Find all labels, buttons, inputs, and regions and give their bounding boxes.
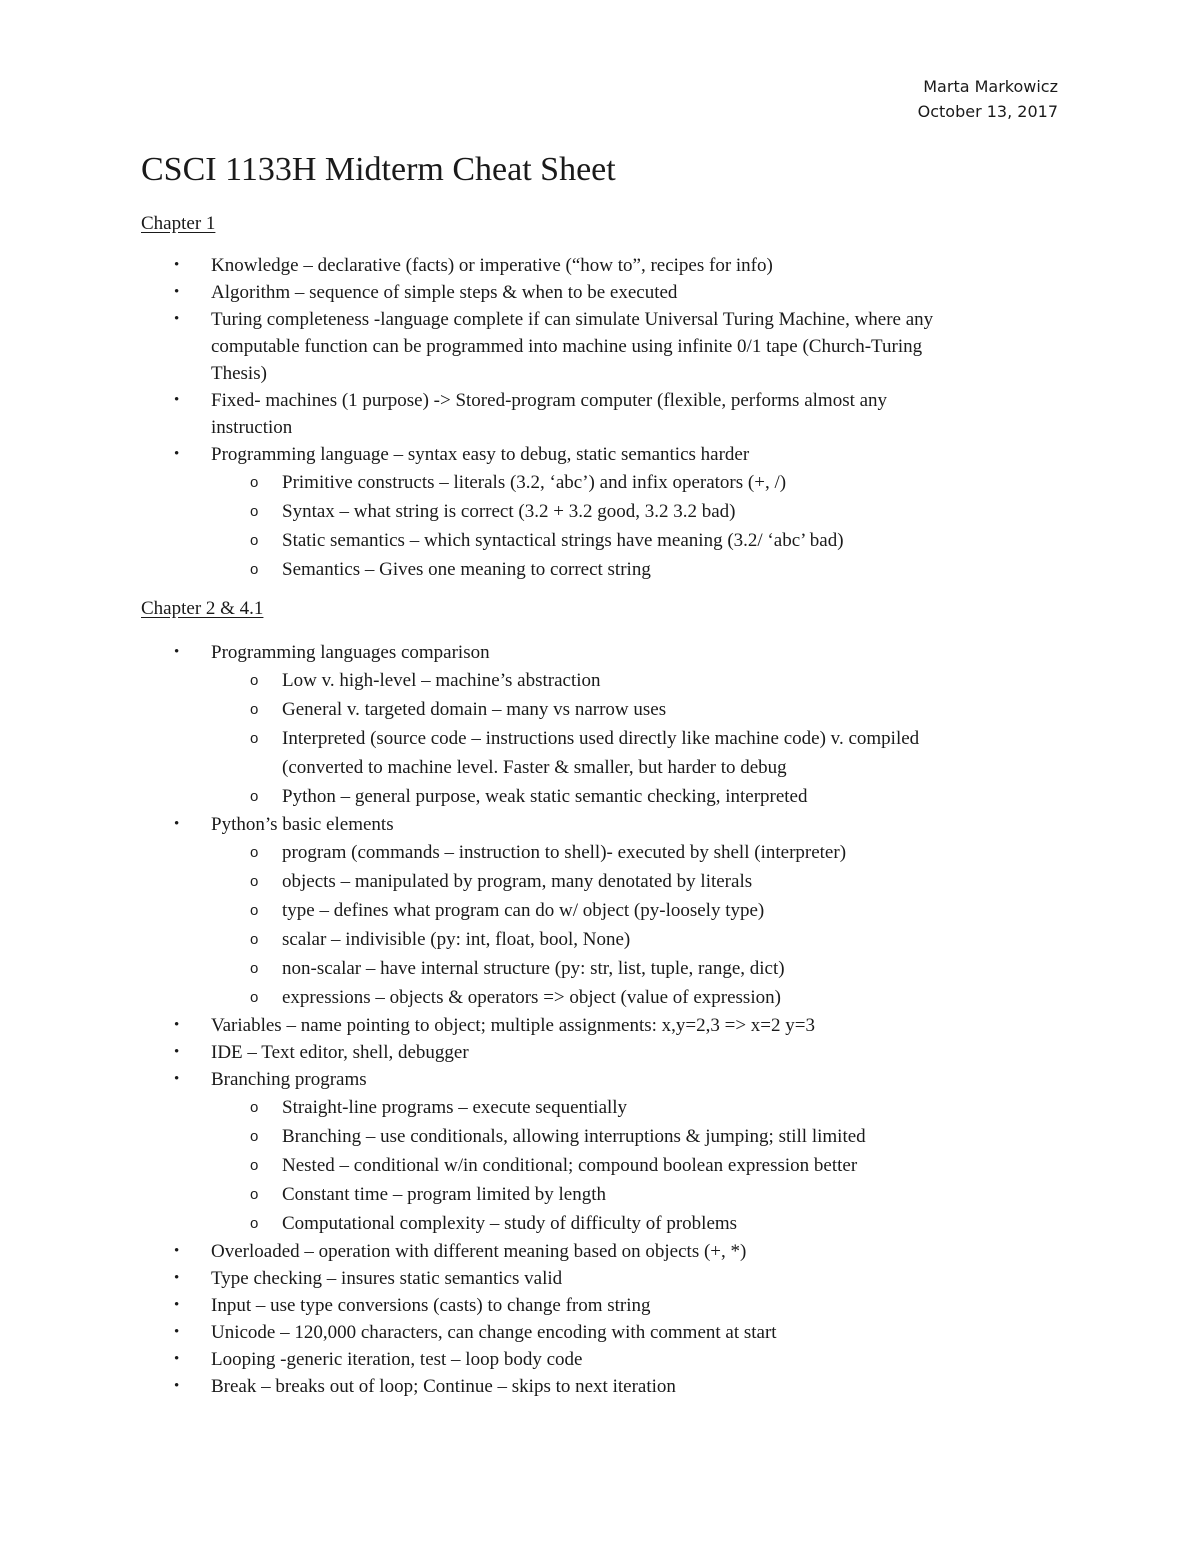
sub-list-item [0,782,1200,811]
list-item [0,1373,1200,1400]
sub-list-item [0,896,1200,925]
list-item [0,441,1200,468]
sub-list-item [0,468,1200,497]
list-item-text: Knowledge – declarative (facts) or imperative (“how to”, recipes for info) [211,255,773,276]
list-item-text: Algorithm – sequence of simple steps & when to be executed [211,282,678,303]
list-item [0,387,1200,441]
sub-list-item [0,555,1200,584]
bullet-icon: • [174,1044,180,1060]
list-item-text: Straight-line programs – execute sequentially [282,1097,628,1118]
list-item-text: Overloaded – operation with different meaning based on objects (+, *) [211,1241,747,1262]
list-item-text: Branching – use conditionals, allowing interruptions & jumping; still limited [282,1126,866,1147]
bullet-icon: • [174,1378,180,1394]
sub-list-item [0,666,1200,695]
list-item [0,306,1200,387]
sub-list-item [0,1209,1200,1238]
list-item [0,1066,1200,1093]
section-chapter-1-list [0,252,1200,584]
list-item-text: Break – breaks out of loop; Continue – skips to next iteration [211,1376,676,1397]
list-item-text: Semantics – Gives one meaning to correct string [282,559,651,580]
bullet-icon: • [174,284,180,300]
list-item-text: scalar – indivisible (py: int, float, bool, None) [282,929,631,950]
list-item-text: Fixed- machines (1 purpose) -> Stored-program computer (flexible, performs almost any [211,390,888,411]
list-item-text: Static semantics – which syntactical strings have meaning (3.2/ ‘abc’ bad) [282,530,844,551]
sub-bullet-icon: o [250,989,259,1006]
author-name: Marta Markowicz [923,77,1058,96]
sub-bullet-icon: o [250,532,259,549]
bullet-icon: • [174,644,180,660]
sub-bullet-icon: o [250,701,259,718]
list-item [0,1238,1200,1265]
sub-bullet-icon: o [250,931,259,948]
sub-bullet-icon: o [250,474,259,491]
list-item-text: Programming language – syntax easy to debug, static semantics harder [211,444,750,465]
sub-bullet-icon: o [250,960,259,977]
sub-list-item [0,1151,1200,1180]
bullet-icon: • [174,1324,180,1340]
sub-bullet-icon: o [250,788,259,805]
sub-list-item [0,1122,1200,1151]
list-item-text: Nested – conditional w/in conditional; compound boolean expression better [282,1155,858,1176]
sub-list-item [0,1180,1200,1209]
list-item-text: Branching programs [211,1069,367,1090]
list-item-text: IDE – Text editor, shell, debugger [211,1042,469,1063]
sub-bullet-icon: o [250,873,259,890]
list-item-text: Python – general purpose, weak static semantic checking, interpreted [282,786,808,807]
sub-list-item [0,867,1200,896]
list-item-text: Computational complexity – study of difficulty of problems [282,1213,738,1234]
sub-bullet-icon: o [250,503,259,520]
list-item [0,1265,1200,1292]
bullet-icon: • [174,1017,180,1033]
list-item-text: program (commands – instruction to shell)- executed by shell (interpreter) [282,842,847,863]
list-item-text: Interpreted (source code – instructions used directly like machine code) v. compiled [282,728,920,749]
section-heading-chapter-1: Chapter 1 [141,213,216,234]
sub-bullet-icon: o [250,844,259,861]
list-item-text: Python’s basic elements [211,814,394,835]
list-item-text: non-scalar – have internal structure (py: str, list, tuple, range, dict) [282,958,785,979]
sub-list-item [0,954,1200,983]
sub-bullet-icon: o [250,730,259,747]
list-item [0,1319,1200,1346]
sub-bullet-icon: o [250,1186,259,1203]
list-item [0,1039,1200,1066]
bullet-icon: • [174,311,180,327]
sub-bullet-icon: o [250,1128,259,1145]
list-item-continuation: instruction [211,417,293,438]
list-item [0,811,1200,838]
list-item [0,279,1200,306]
sub-list-item [0,497,1200,526]
bullet-icon: • [174,446,180,462]
sub-bullet-icon: o [250,902,259,919]
list-item-text: objects – manipulated by program, many denotated by literals [282,871,753,892]
bullet-icon: • [174,1297,180,1313]
bullet-icon: • [174,257,180,273]
document-date: October 13, 2017 [917,102,1058,121]
list-item-text: General v. targeted domain – many vs narrow uses [282,699,667,720]
sub-list-item [0,1093,1200,1122]
page-title: CSCI 1133H Midterm Cheat Sheet [141,151,616,188]
list-item-text: expressions – objects & operators => object (value of expression) [282,987,781,1008]
document-header [918,74,1058,124]
list-item [0,1346,1200,1373]
list-item-continuation: (converted to machine level. Faster & smaller, but harder to debug [282,757,787,778]
sub-bullet-icon: o [250,1215,259,1232]
list-item [0,1292,1200,1319]
sub-list-item [0,695,1200,724]
section-chapter-2-list [0,639,1200,1400]
bullet-icon: • [174,1351,180,1367]
sub-list-item [0,838,1200,867]
sub-list-item [0,724,1200,782]
list-item [0,252,1200,279]
sub-list-item [0,526,1200,555]
section-heading-chapter-2: Chapter 2 & 4.1 [141,598,264,619]
list-item-continuation: Thesis) [211,363,267,384]
bullet-icon: • [174,1071,180,1087]
list-item-text: Unicode – 120,000 characters, can change encoding with comment at start [211,1322,777,1343]
list-item-text: Syntax – what string is correct (3.2 + 3.2 good, 3.2 3.2 bad) [282,501,736,522]
list-item-text: Looping -generic iteration, test – loop body code [211,1349,583,1370]
list-item-text: Primitive constructs – literals (3.2, ‘abc’) and infix operators (+, /) [282,472,787,493]
list-item [0,1012,1200,1039]
list-item-text: Type checking – insures static semantics valid [211,1268,563,1289]
sub-bullet-icon: o [250,672,259,689]
sub-bullet-icon: o [250,1157,259,1174]
sub-list-item [0,983,1200,1012]
bullet-icon: • [174,392,180,408]
bullet-icon: • [174,1243,180,1259]
list-item-text: type – defines what program can do w/ object (py-loosely type) [282,900,765,921]
list-item-text: Input – use type conversions (casts) to change from string [211,1295,651,1316]
bullet-icon: • [174,1270,180,1286]
sub-list-item [0,925,1200,954]
list-item-text: Variables – name pointing to object; multiple assignments: x,y=2,3 => x=2 y=3 [211,1015,815,1036]
sub-bullet-icon: o [250,561,259,578]
sub-bullet-icon: o [250,1099,259,1116]
list-item-text: Low v. high-level – machine’s abstraction [282,670,601,691]
list-item [0,639,1200,666]
list-item-text: Turing completeness -language complete if can simulate Universal Turing Machine, where any [211,309,934,330]
list-item-continuation: computable function can be programmed into machine using infinite 0/1 tape (Church-Turing [211,336,923,357]
list-item-text: Programming languages comparison [211,642,490,663]
bullet-icon: • [174,816,180,832]
list-item-text: Constant time – program limited by length [282,1184,607,1205]
